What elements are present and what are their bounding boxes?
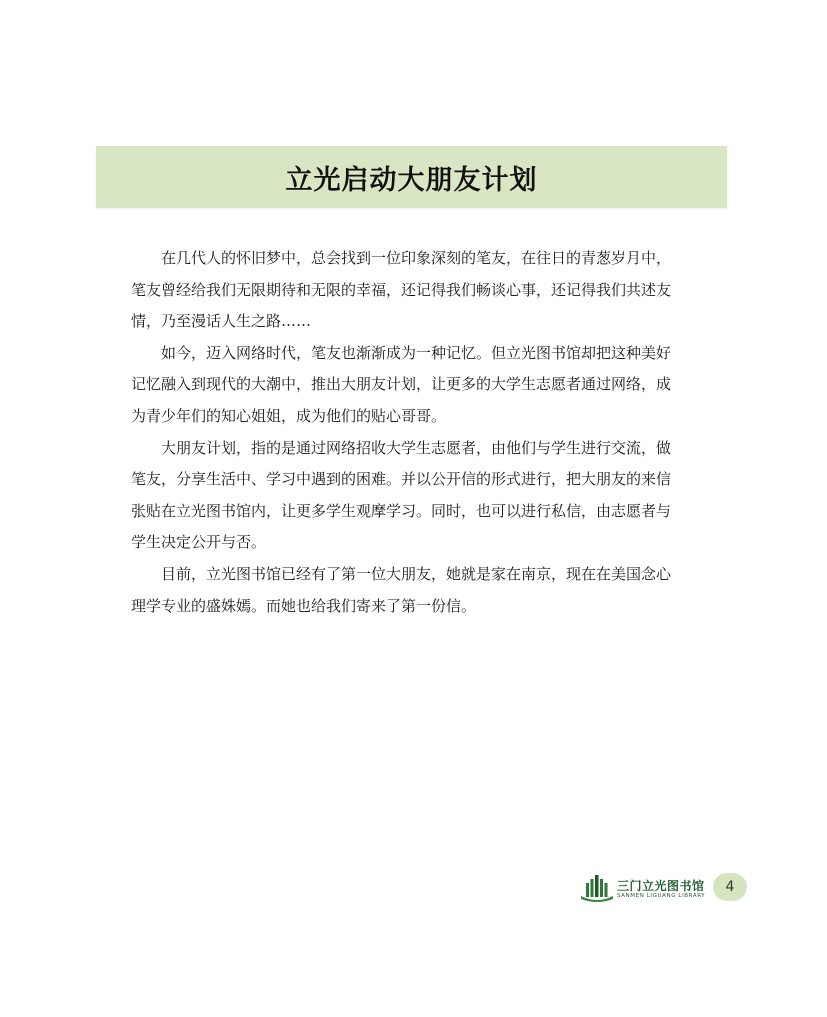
title-banner [96, 146, 727, 208]
library-subtitle: SANMEN LIGUANG LIBRARY [617, 893, 706, 899]
paragraph-3: 大朋友计划，指的是通过网络招收大学生志愿者，由他们与学生进行交流，做笔友，分享生活中、学习中遇到的困难。并以公开信的形式进行，把大朋友的来信张贴在立光图书馆内，让更多学生观摩学习。同时，也可以进行私信，由志愿者与学生决定公开与否。 [131, 438, 672, 552]
paragraph-1: 在几代人的怀旧梦中，总会找到一位印象深刻的笔友，在往日的青葱岁月中，笔友曾经给我们无限期待和无限的幸福，还记得我们畅谈心事，还记得我们共述友情，乃至漫话人生之路…… [131, 249, 672, 331]
library-books-icon [580, 874, 614, 902]
page-number: 4 [713, 873, 747, 901]
paragraph-4: 目前，立光图书馆已经有了第一位大朋友，她就是家在南京，现在在美国念心理学专业的盛姝嫣。而她也给我们寄来了第一份信。 [131, 564, 672, 615]
page-title: 立光启动大朋友计划 [285, 164, 538, 196]
article-body [131, 243, 671, 622]
paragraph-2: 如今，迈入网络时代，笔友也渐渐成为一种记忆。但立光图书馆却把这种美好记忆融入到现代的大潮中，推出大朋友计划，让更多的大学生志愿者通过网络，成为青少年们的知心姐姐，成为他们的贴心哥哥。 [131, 343, 672, 425]
library-logo [577, 870, 705, 906]
library-name: 三门立光图书馆 [617, 879, 705, 893]
